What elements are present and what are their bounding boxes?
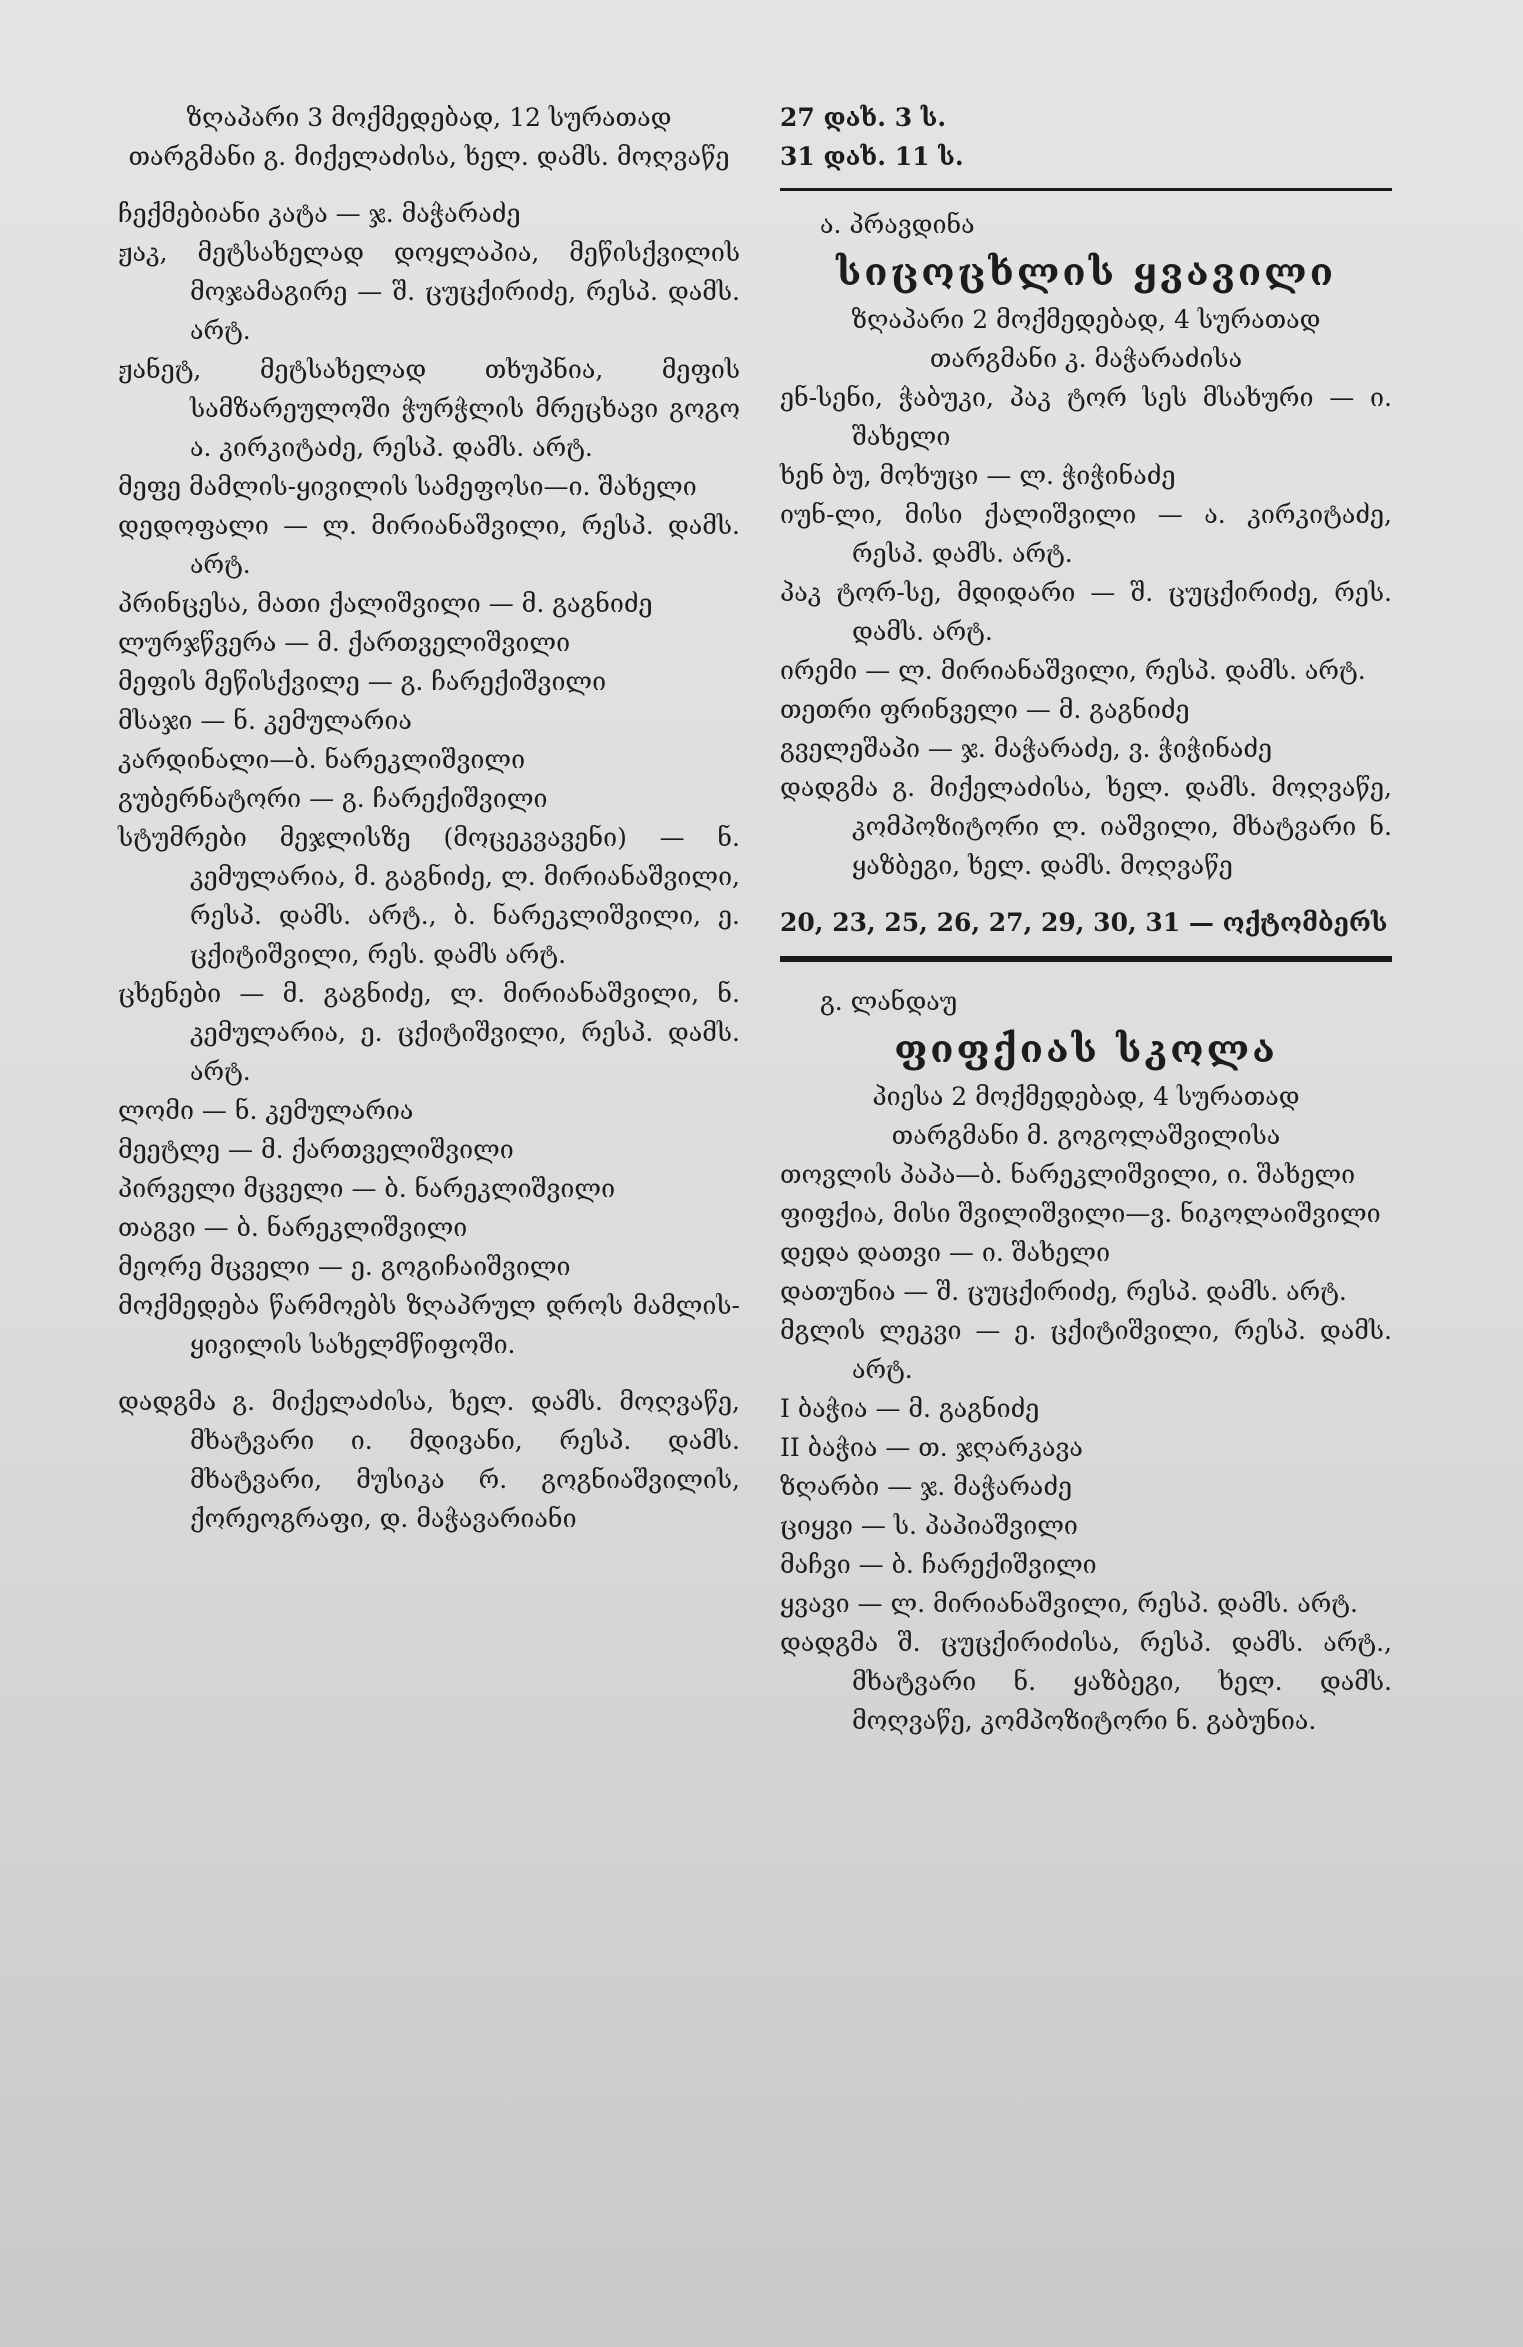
cast-entry: გუბერნატორი — გ. ჩარექიშვილი bbox=[118, 784, 548, 813]
cast-entry: მსაჯი — ნ. კემულარია bbox=[118, 706, 412, 735]
production-credits: დადგმა გ. მიქელაძისა, ხელ. დამს. მოღვაწე, კომპოზიტორი ლ. იაშვილი, მხატვარი ნ. ყაზბეგი, ხელ. დამს. მოღვაწე bbox=[780, 773, 1392, 880]
play-subtitle: ზღაპარი 3 მოქმედებად, 12 სურათად bbox=[186, 103, 672, 132]
cast-entry: ირემი — ლ. მირიანაშვილი, რესპ. დამს. არტ. bbox=[780, 656, 1366, 685]
cast-entry: ჟანეტ, მეტსახელად თხუპნია, მეფის სამზარეულოში ჭურჭლის მრეცხავი გოგო ა. კირკიტაძე, რესპ. დამს. არტ. bbox=[118, 355, 740, 462]
play-author: ა. პრავდინა bbox=[820, 210, 975, 239]
cast-entry: დათუნია — შ. ცუცქირიძე, რესპ. დამს. არტ. bbox=[780, 1277, 1347, 1306]
translation-credit: თარგმანი გ. მიქელაძისა, ხელ. დამს. მოღვაწე bbox=[128, 142, 730, 171]
cast-entry: პაკ ტორ-სე, მდიდარი — შ. ცუცქირიძე, რეს. დამს. არტ. bbox=[780, 578, 1392, 646]
cast-entry: I ბაჭია — მ. გაგნიძე bbox=[780, 1394, 1040, 1423]
translation-credit: თარგმანი მ. გოგოლაშვილისა bbox=[891, 1121, 1281, 1150]
right-column bbox=[780, 98, 1392, 1740]
cast-entry: ლურჯწვერა — მ. ქართველიშვილი bbox=[118, 628, 571, 657]
cast-entry: პირველი მცველი — ბ. ნარეკლიშვილი bbox=[118, 1174, 616, 1203]
cast-entry: პრინცესა, მათი ქალიშვილი — მ. გაგნიძე bbox=[118, 589, 653, 618]
play-subtitle: ზღაპარი 2 მოქმედებად, 4 სურათად bbox=[851, 305, 1321, 334]
cast-entry: ცხენები — მ. გაგნიძე, ლ. მირიანაშვილი, ნ. კემულარია, ე. ცქიტიშვილი, რესპ. დამს. არტ. bbox=[118, 979, 740, 1086]
cast-entry: დედოფალი — ლ. მირიანაშვილი, რესპ. დამს. არტ. bbox=[118, 511, 740, 579]
cast-entry: ჩექმებიანი კატა — ჯ. მაჭარაძე bbox=[118, 199, 521, 228]
play-author: გ. ლანდაუ bbox=[820, 987, 958, 1016]
divider bbox=[780, 188, 1392, 191]
cast-entry: დედა დათვი — ი. შახელი bbox=[780, 1238, 1111, 1267]
cast-entry: II ბაჭია — თ. ჯღარკავა bbox=[780, 1433, 1083, 1462]
spacer bbox=[118, 176, 740, 194]
cast-entry: თოვლის პაპა—ბ. ნარეკლიშვილი, ი. შახელი bbox=[780, 1160, 1356, 1189]
translation-credit: თარგმანი კ. მაჭარაძისა bbox=[929, 344, 1243, 373]
production-credits: დადგმა გ. მიქელაძისა, ხელ. დამს. მოღვაწე, მხატვარი ი. მდივანი, რესპ. დამს. მხატვარი, მუსიკა რ. გოგნიაშვილის, ქორეოგრაფი, დ. მაჭავარიანი bbox=[118, 1387, 740, 1533]
spacer bbox=[118, 1364, 740, 1382]
cast-entry: მგლის ლეკვი — ე. ცქიტიშვილი, რესპ. დამს. არტ. bbox=[780, 1316, 1392, 1384]
cast-entry: თეთრი ფრინველი — მ. გაგნიძე bbox=[780, 695, 1190, 724]
play-subtitle: პიესა 2 მოქმედებად, 4 სურათად bbox=[872, 1082, 1300, 1111]
cast-entry: მაჩვი — ბ. ჩარექიშვილი bbox=[780, 1550, 1097, 1579]
cast-entry: გველეშაპი — ჯ. მაჭარაძე, ვ. ჭიჭინაძე bbox=[780, 734, 1273, 763]
cast-entry: მეფე მამლის-ყივილის სამეფოსი—ი. შახელი bbox=[118, 472, 697, 501]
cast-entry: იუნ-ლი, მისი ქალიშვილი — ა. კირკიტაძე, რესპ. დამს. არტ. bbox=[780, 500, 1392, 568]
cast-entry: ლომი — ნ. კემულარია bbox=[118, 1096, 414, 1125]
production-credits: დადგმა შ. ცუცქირიძისა, რესპ. დამს. არტ., მხატვარი ნ. ყაზბეგი, ხელ. დამს. მოღვაწე, კომპოზიტორი ნ. გაბუნია. bbox=[780, 1628, 1392, 1735]
cast-entry: სტუმრები მეჯლისზე (მოცეკვავენი) — ნ. კემულარია, მ. გაგნიძე, ლ. მირიანაშვილი, რესპ. დამს. არტ., ბ. ნარეკლიშვილი, ე. ცქიტიშვილი, რეს. დამს არტ. bbox=[118, 823, 740, 969]
cast-entry: თაგვი — ბ. ნარეკლიშვილი bbox=[118, 1213, 468, 1242]
showtime: 31 დახ. 11 ს. bbox=[780, 142, 964, 171]
october-dates: 20, 23, 25, 26, 27, 29, 30, 31 — ოქტომბერს bbox=[780, 908, 1388, 937]
cast-entry: ხენ ბუ, მოხუცი — ლ. ჭიჭინაძე bbox=[780, 461, 1176, 490]
cast-entry: ფიფქია, მისი შვილიშვილი—ვ. ნიკოლაიშვილი bbox=[780, 1199, 1381, 1228]
cast-entry: მეორე მცველი — ე. გოგიჩაიშვილი bbox=[118, 1252, 571, 1281]
left-column bbox=[118, 98, 740, 1538]
cast-entry: კარდინალი—ბ. ნარეკლიშვილი bbox=[118, 745, 526, 774]
setting-note: მოქმედება წარმოებს ზღაპრულ დროს მამლის-ყივილის სახელმწიფოში. bbox=[118, 1291, 740, 1359]
showtime: 27 დახ. 3 ს. bbox=[780, 103, 947, 132]
cast-entry: ყვავი — ლ. მირიანაშვილი, რესპ. დამს. არტ. bbox=[780, 1589, 1358, 1618]
cast-entry: მეეტლე — მ. ქართველიშვილი bbox=[118, 1135, 514, 1164]
play-title: სიცოცხლის ყვავილი bbox=[835, 249, 1337, 294]
cast-entry: ჟაკ, მეტსახელად დოყლაპია, მეწისქვილის მოჯამაგირე — შ. ცუცქირიძე, რესპ. დამს. არტ. bbox=[118, 238, 740, 345]
cast-entry: მეფის მეწისქვილე — გ. ჩარექიშვილი bbox=[118, 667, 607, 696]
cast-entry: ენ-სენი, ჭაბუკი, პაკ ტორ სეს მსახური — ი. შახელი bbox=[780, 383, 1392, 451]
play-title: ფიფქიას სკოლა bbox=[894, 1026, 1278, 1071]
cast-entry: ციყვი — ს. პაპიაშვილი bbox=[780, 1511, 1078, 1540]
cast-entry: ზღარბი — ჯ. მაჭარაძე bbox=[780, 1472, 1073, 1501]
spacer bbox=[780, 885, 1392, 903]
divider bbox=[780, 956, 1392, 962]
